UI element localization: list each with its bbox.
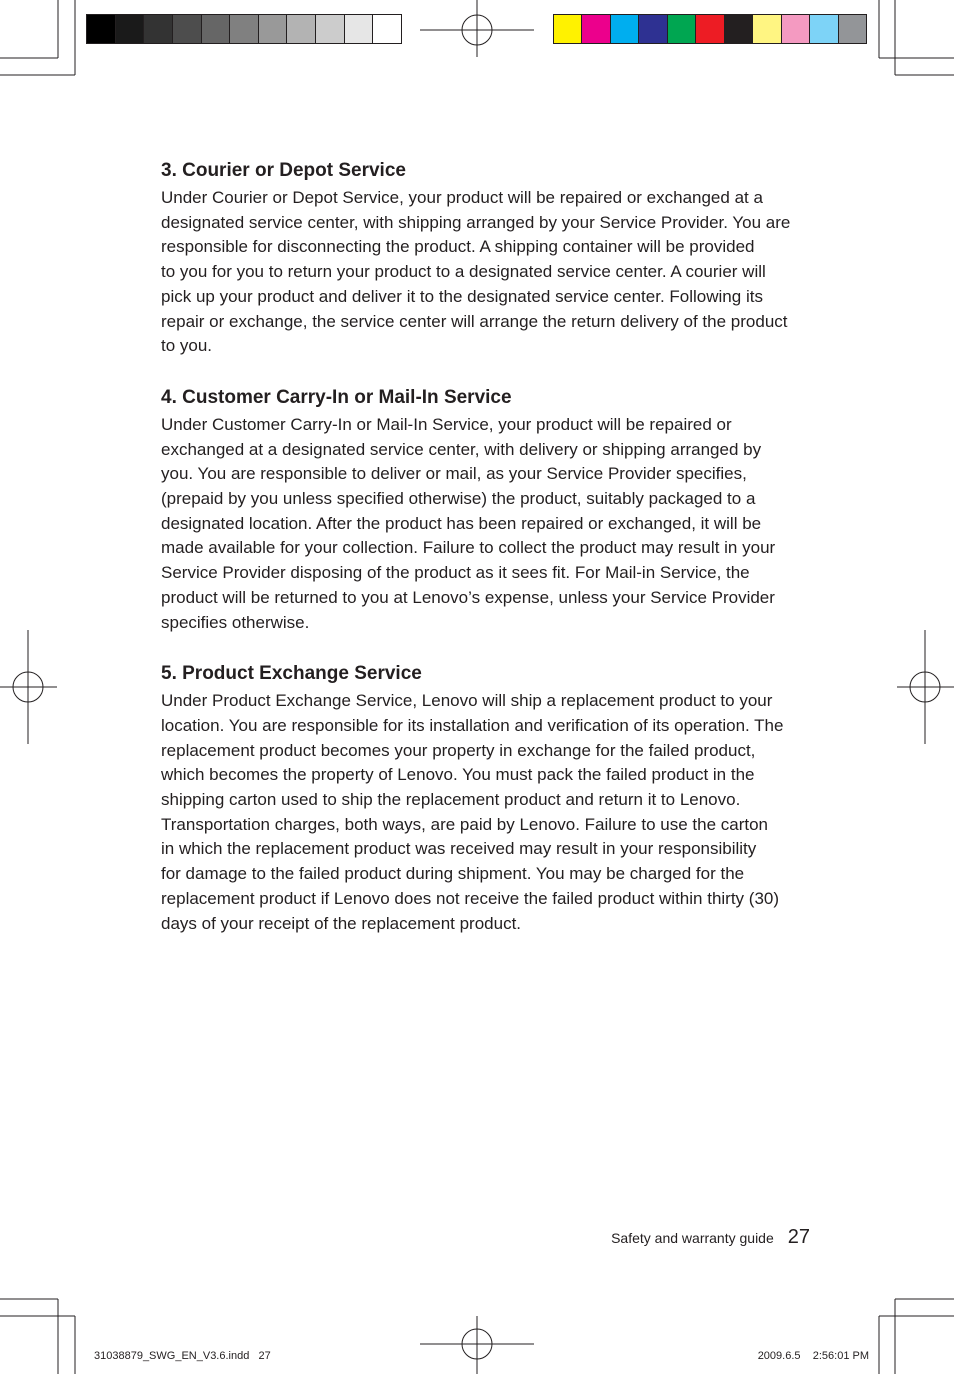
gray-swatch-4	[173, 15, 202, 43]
page-number: 27	[787, 1226, 810, 1248]
gray-swatch-11	[373, 15, 401, 43]
section-body: Under Product Exchange Service, Lenovo will ship a replacement product to your location. You are responsible for its installation and verification of its operation. The replacement product becomes your property in exchange for the failed product, which becomes the property of Lenovo. You must pack the failed product in the shipping carton used to ship the replacement product and return it to Lenovo. Transportation charges, both ways, are paid by Lenovo. Failure to use the carton in which the replacement product was received may result in your responsibility for damage to the failed product during shipment. You may be charged for the replacement product if Lenovo does not receive the failed product within thirty (30) days of your receipt of the replacement product.	[161, 691, 784, 933]
grayscale-color-bar	[86, 14, 402, 44]
color-swatch-7	[725, 15, 753, 43]
section-body: Under Courier or Depot Service, your product will be repaired or exchanged at a designated service center, with shipping arranged by your Service Provider. You are responsible for disconnecting the product. A shipping container will be provided to you for you to return your product to a designated service center. A courier will pick up your product and deliver it to the designated service center. Following its repair or exchange, the service center will arrange the return delivery of the product to you.	[161, 188, 791, 356]
gray-swatch-1	[87, 15, 116, 43]
color-swatch-8	[753, 15, 781, 43]
section-carry-in-mail-in-service	[161, 385, 816, 635]
section-body: Under Customer Carry-In or Mail-In Service, your product will be repaired or exchanged at a designated service center, with delivery or shipping arranged by you. You are responsible to deliver or mail, as your Service Provider specifies, (prepaid by you unless specified otherwise) the product, suitably packaged to a designated location. After the product has been repaired or exchanged, it will be made available for your collection. Failure to collect the product may result in your Service Provider disposing of the product as it sees fit. For Mail-in Service, the product will be returned to you at Lenovo’s expense, unless your Service Provider specifies otherwise.	[161, 414, 776, 632]
color-swatch-5	[668, 15, 696, 43]
color-swatch-6	[696, 15, 724, 43]
page-content	[161, 158, 816, 962]
slug-timestamp: 2009.6.5 2:56:01 PM	[757, 1350, 869, 1362]
color-swatch-1	[554, 15, 582, 43]
section-heading: 4. Customer Carry-In or Mail-In Service	[161, 386, 512, 408]
color-swatch-4	[639, 15, 667, 43]
section-heading: 5. Product Exchange Service	[161, 663, 422, 685]
section-heading: 3. Courier or Depot Service	[161, 160, 406, 181]
gray-swatch-10	[345, 15, 374, 43]
gray-swatch-8	[287, 15, 316, 43]
gray-swatch-6	[230, 15, 259, 43]
gray-swatch-3	[144, 15, 173, 43]
color-swatch-11	[839, 15, 866, 43]
gray-swatch-9	[316, 15, 345, 43]
page-footer	[611, 1226, 810, 1249]
process-color-bar	[553, 14, 867, 44]
section-product-exchange-service	[161, 661, 816, 936]
color-swatch-9	[782, 15, 810, 43]
gray-swatch-2	[116, 15, 145, 43]
footer-guide-title: Safety and warranty guide	[611, 1230, 774, 1246]
gray-swatch-5	[202, 15, 231, 43]
slug-file-info: 31038879_SWG_EN_V3.6.indd 27	[94, 1350, 271, 1362]
gray-swatch-7	[259, 15, 288, 43]
color-swatch-10	[810, 15, 838, 43]
color-swatch-2	[582, 15, 610, 43]
section-courier-depot-service	[161, 158, 816, 359]
color-swatch-3	[611, 15, 639, 43]
